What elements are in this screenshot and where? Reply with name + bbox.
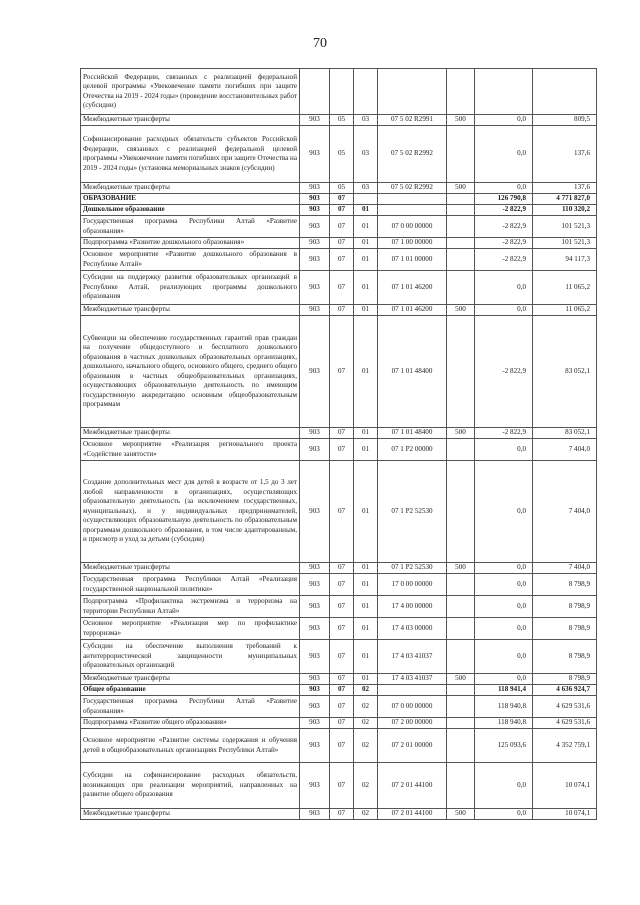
ministry-code-cell: 903 — [300, 618, 330, 640]
total-amount-cell: 4 636 924,7 — [533, 685, 597, 696]
subsection-code-cell: 01 — [354, 271, 378, 305]
target-article-cell: 17 4 03 00000 — [378, 618, 447, 640]
target-article-cell: 07 2 00 00000 — [378, 718, 447, 729]
change-amount-cell: 0,0 — [475, 618, 533, 640]
table-row — [81, 461, 597, 563]
expense-type-cell: 500 — [447, 305, 475, 316]
section-code-cell: 07 — [330, 216, 354, 238]
target-article-cell: 07 2 01 44100 — [378, 763, 447, 809]
subsection-code-cell: 03 — [354, 115, 378, 126]
change-amount-cell: 118 940,8 — [475, 718, 533, 729]
ministry-code-cell: 903 — [300, 674, 330, 685]
total-amount-cell: 101 521,3 — [533, 216, 597, 238]
ministry-code-cell: 903 — [300, 316, 330, 428]
total-amount-cell: 8 798,9 — [533, 674, 597, 685]
expense-type-cell — [447, 618, 475, 640]
section-code-cell: 07 — [330, 238, 354, 249]
ministry-code-cell: 903 — [300, 718, 330, 729]
table-row — [81, 763, 597, 809]
target-article-cell — [378, 685, 447, 696]
section-code-cell: 07 — [330, 574, 354, 596]
ministry-code-cell: 903 — [300, 574, 330, 596]
section-code-cell: 07 — [330, 596, 354, 618]
change-amount-cell — [475, 69, 533, 115]
row-name-cell: Субвенции на обеспечение государственных гарантий прав граждан на получение общедоступного и бесплатного дошкольного образования в частных дошкольных образовательных организациях, дошкольного, начального общего, основного общего, среднего общего образования в частных общеобразовательных организациях, осуществляющих образовательную деятельность по имеющим государственную аккредитацию основным общеобразовательным программам — [81, 316, 300, 428]
table-row — [81, 271, 597, 305]
section-code-cell: 07 — [330, 618, 354, 640]
target-article-cell: 07 1 01 00000 — [378, 249, 447, 271]
row-name-cell: Основное мероприятие «Развитие дошкольного образования в Республике Алтай» — [81, 249, 300, 271]
change-amount-cell: 0,0 — [475, 126, 533, 183]
change-amount-cell: -2 822,9 — [475, 216, 533, 238]
section-code-cell: 07 — [330, 316, 354, 428]
table-row — [81, 194, 597, 205]
total-amount-cell: 8 798,9 — [533, 574, 597, 596]
change-amount-cell: 0,0 — [475, 563, 533, 574]
expense-type-cell: 500 — [447, 563, 475, 574]
ministry-code-cell: 903 — [300, 763, 330, 809]
change-amount-cell: 0,0 — [475, 305, 533, 316]
change-amount-cell: -2 822,9 — [475, 428, 533, 439]
ministry-code-cell: 903 — [300, 563, 330, 574]
expense-type-cell: 500 — [447, 183, 475, 194]
expense-type-cell — [447, 238, 475, 249]
change-amount-cell: 0,0 — [475, 674, 533, 685]
row-name-cell: Подпрограмма «Развитие общего образования» — [81, 718, 300, 729]
change-amount-cell: 0,0 — [475, 574, 533, 596]
table-row — [81, 305, 597, 316]
row-name-cell: Субсидии на поддержку развития образовательных организаций в Республике Алтай, реализующих программы дошкольного образования — [81, 271, 300, 305]
target-article-cell: 07 1 01 48400 — [378, 428, 447, 439]
expense-type-cell: 500 — [447, 115, 475, 126]
row-name-cell: ОБРАЗОВАНИЕ — [81, 194, 300, 205]
subsection-code-cell — [354, 194, 378, 205]
section-code-cell: 07 — [330, 205, 354, 216]
ministry-code-cell: 903 — [300, 428, 330, 439]
total-amount-cell: 110 320,2 — [533, 205, 597, 216]
change-amount-cell: 0,0 — [475, 183, 533, 194]
ministry-code-cell: 903 — [300, 461, 330, 563]
section-code-cell: 07 — [330, 249, 354, 271]
subsection-code-cell: 02 — [354, 685, 378, 696]
total-amount-cell: 94 117,3 — [533, 249, 597, 271]
expense-type-cell — [447, 126, 475, 183]
row-name-cell: Государственная программа Республики Алтай «Развитие образования» — [81, 216, 300, 238]
section-code-cell: 07 — [330, 674, 354, 685]
total-amount-cell: 7 404,0 — [533, 563, 597, 574]
row-name-cell: Подпрограмма «Профилактика экстремизма и терроризма на территории Республики Алтай» — [81, 596, 300, 618]
subsection-code-cell: 01 — [354, 428, 378, 439]
table-row — [81, 596, 597, 618]
row-name-cell: Субсидии на обеспечение выполнения требований к антитеррористической защищенности муниципальных образовательных организаций — [81, 640, 300, 674]
total-amount-cell: 4 771 827,0 — [533, 194, 597, 205]
ministry-code-cell: 903 — [300, 729, 330, 763]
section-code-cell: 07 — [330, 685, 354, 696]
table-row — [81, 618, 597, 640]
subsection-code-cell: 01 — [354, 216, 378, 238]
table-row — [81, 238, 597, 249]
target-article-cell: 07 1 P2 52530 — [378, 563, 447, 574]
section-code-cell: 07 — [330, 439, 354, 461]
expense-type-cell — [447, 461, 475, 563]
subsection-code-cell: 01 — [354, 574, 378, 596]
expense-type-cell: 500 — [447, 809, 475, 820]
section-code-cell: 07 — [330, 271, 354, 305]
table-row — [81, 249, 597, 271]
section-code-cell: 07 — [330, 696, 354, 718]
change-amount-cell: 118 940,8 — [475, 696, 533, 718]
change-amount-cell: 125 093,6 — [475, 729, 533, 763]
subsection-code-cell: 02 — [354, 696, 378, 718]
row-name-cell: Межбюджетные трансферты — [81, 563, 300, 574]
target-article-cell: 07 0 00 00000 — [378, 216, 447, 238]
subsection-code-cell: 01 — [354, 238, 378, 249]
subsection-code-cell: 01 — [354, 316, 378, 428]
section-code-cell: 07 — [330, 461, 354, 563]
section-code-cell: 07 — [330, 428, 354, 439]
table-row — [81, 428, 597, 439]
subsection-code-cell: 03 — [354, 126, 378, 183]
expense-type-cell — [447, 439, 475, 461]
subsection-code-cell: 01 — [354, 439, 378, 461]
row-name-cell: Субсидии на софинансирование расходных обязательств, возникающих при реализации мероприятий, направленных на развитие общего образования — [81, 763, 300, 809]
expense-type-cell — [447, 69, 475, 115]
target-article-cell: 07 2 01 44100 — [378, 809, 447, 820]
section-code-cell: 07 — [330, 718, 354, 729]
ministry-code-cell: 903 — [300, 596, 330, 618]
section-code-cell: 07 — [330, 194, 354, 205]
expense-type-cell — [447, 271, 475, 305]
expense-type-cell — [447, 205, 475, 216]
expense-type-cell — [447, 596, 475, 618]
change-amount-cell: 0,0 — [475, 809, 533, 820]
subsection-code-cell: 02 — [354, 718, 378, 729]
table-row — [81, 216, 597, 238]
subsection-code-cell: 02 — [354, 763, 378, 809]
total-amount-cell: 10 074,1 — [533, 809, 597, 820]
table-body — [81, 69, 597, 820]
subsection-code-cell: 01 — [354, 205, 378, 216]
table-row — [81, 674, 597, 685]
row-name-cell: Подпрограмма «Развитие дошкольного образования» — [81, 238, 300, 249]
target-article-cell: 07 1 01 46200 — [378, 305, 447, 316]
expense-type-cell — [447, 729, 475, 763]
target-article-cell: 07 1 00 00000 — [378, 238, 447, 249]
total-amount-cell: 4 352 759,1 — [533, 729, 597, 763]
subsection-code-cell: 01 — [354, 596, 378, 618]
table-row — [81, 685, 597, 696]
row-name-cell: Основное мероприятие «Развитие системы содержания и обучения детей в общеобразовательных организациях Республики Алтай» — [81, 729, 300, 763]
ministry-code-cell: 903 — [300, 685, 330, 696]
table-row — [81, 718, 597, 729]
change-amount-cell: 126 790,8 — [475, 194, 533, 205]
total-amount-cell: 8 798,9 — [533, 640, 597, 674]
table-row — [81, 574, 597, 596]
total-amount-cell: 4 629 531,6 — [533, 718, 597, 729]
subsection-code-cell: 01 — [354, 563, 378, 574]
change-amount-cell: 118 941,4 — [475, 685, 533, 696]
change-amount-cell: -2 822,9 — [475, 205, 533, 216]
total-amount-cell — [533, 69, 597, 115]
budget-table — [80, 68, 597, 820]
section-code-cell: 07 — [330, 640, 354, 674]
table-row — [81, 696, 597, 718]
table-row — [81, 563, 597, 574]
page-number: 70 — [313, 36, 327, 51]
expense-type-cell — [447, 696, 475, 718]
target-article-cell: 17 4 03 41037 — [378, 640, 447, 674]
change-amount-cell: 0,0 — [475, 461, 533, 563]
section-code-cell: 05 — [330, 126, 354, 183]
change-amount-cell: 0,0 — [475, 439, 533, 461]
expense-type-cell — [447, 249, 475, 271]
ministry-code-cell: 903 — [300, 696, 330, 718]
ministry-code-cell: 903 — [300, 249, 330, 271]
subsection-code-cell: 01 — [354, 461, 378, 563]
row-name-cell: Российской Федерации, связанных с реализацией федеральной целевой программы «Увековечение памяти погибших при защите Отечества на 2019 - 2024 годы» (проведение восстановительных работ (субсидии) — [81, 69, 300, 115]
target-article-cell — [378, 194, 447, 205]
total-amount-cell: 11 065,2 — [533, 271, 597, 305]
expense-type-cell — [447, 763, 475, 809]
subsection-code-cell: 02 — [354, 729, 378, 763]
table-row — [81, 316, 597, 428]
row-name-cell: Государственная программа Республики Алтай «Развитие образования» — [81, 696, 300, 718]
expense-type-cell: 500 — [447, 674, 475, 685]
ministry-code-cell: 903 — [300, 439, 330, 461]
subsection-code-cell: 01 — [354, 640, 378, 674]
target-article-cell: 07 1 01 48400 — [378, 316, 447, 428]
total-amount-cell: 4 629 531,6 — [533, 696, 597, 718]
row-name-cell: Межбюджетные трансферты — [81, 674, 300, 685]
ministry-code-cell: 903 — [300, 183, 330, 194]
table-row — [81, 809, 597, 820]
ministry-code-cell: 903 — [300, 271, 330, 305]
change-amount-cell: -2 822,9 — [475, 249, 533, 271]
change-amount-cell: 0,0 — [475, 640, 533, 674]
total-amount-cell: 83 052,1 — [533, 428, 597, 439]
table-row — [81, 69, 597, 115]
target-article-cell: 07 5 02 R2991 — [378, 115, 447, 126]
section-code-cell: 07 — [330, 305, 354, 316]
total-amount-cell: 8 798,9 — [533, 618, 597, 640]
row-name-cell: Основное мероприятие «Реализация регионального проекта «Содействие занятости» — [81, 439, 300, 461]
total-amount-cell: 10 074,1 — [533, 763, 597, 809]
total-amount-cell: 83 052,1 — [533, 316, 597, 428]
total-amount-cell: 137,6 — [533, 126, 597, 183]
expense-type-cell — [447, 316, 475, 428]
section-code-cell — [330, 69, 354, 115]
subsection-code-cell: 01 — [354, 249, 378, 271]
target-article-cell: 07 0 00 00000 — [378, 696, 447, 718]
row-name-cell: Софинансирование расходных обязательств субъектов Российской Федерации, связанных с реализацией федеральной целевой программы «Увековечение памяти погибших при защите Отечества на 2019 - 2024 годы» (установка мемориальных знаков (субсидии) — [81, 126, 300, 183]
ministry-code-cell: 903 — [300, 126, 330, 183]
subsection-code-cell: 01 — [354, 674, 378, 685]
section-code-cell: 07 — [330, 563, 354, 574]
subsection-code-cell — [354, 69, 378, 115]
total-amount-cell: 809,5 — [533, 115, 597, 126]
target-article-cell — [378, 69, 447, 115]
row-name-cell: Межбюджетные трансферты — [81, 305, 300, 316]
target-article-cell: 07 1 01 46200 — [378, 271, 447, 305]
ministry-code-cell — [300, 69, 330, 115]
row-name-cell: Государственная программа Республики Алтай «Реализация государственной национальной политики» — [81, 574, 300, 596]
row-name-cell: Создание дополнительных мест для детей в возрасте от 1,5 до 3 лет любой направленности в организациях, осуществляющих образовательную деятельность (за исключением государственных, муниципальных), и у индивидуальных предпринимателей, осуществляющих образовательную деятельность по образовательным программам дошкольного образования, в том числе адаптированным, и присмотр и уход за детьми (субсидии) — [81, 461, 300, 563]
total-amount-cell: 7 404,0 — [533, 439, 597, 461]
ministry-code-cell: 903 — [300, 305, 330, 316]
ministry-code-cell: 903 — [300, 115, 330, 126]
section-code-cell: 05 — [330, 115, 354, 126]
ministry-code-cell: 903 — [300, 194, 330, 205]
table-row — [81, 729, 597, 763]
table-row — [81, 126, 597, 183]
subsection-code-cell: 01 — [354, 618, 378, 640]
row-name-cell: Дошкольное образование — [81, 205, 300, 216]
total-amount-cell: 101 521,3 — [533, 238, 597, 249]
target-article-cell: 07 1 P2 00000 — [378, 439, 447, 461]
change-amount-cell: 0,0 — [475, 115, 533, 126]
target-article-cell — [378, 205, 447, 216]
expense-type-cell — [447, 640, 475, 674]
row-name-cell: Межбюджетные трансферты — [81, 428, 300, 439]
row-name-cell: Межбюджетные трансферты — [81, 183, 300, 194]
expense-type-cell: 500 — [447, 428, 475, 439]
table-row — [81, 439, 597, 461]
change-amount-cell: -2 822,9 — [475, 238, 533, 249]
expense-type-cell — [447, 718, 475, 729]
ministry-code-cell: 903 — [300, 640, 330, 674]
change-amount-cell: -2 822,9 — [475, 316, 533, 428]
subsection-code-cell: 03 — [354, 183, 378, 194]
table-row — [81, 115, 597, 126]
total-amount-cell: 11 065,2 — [533, 305, 597, 316]
row-name-cell: Основное мероприятие «Реализация мер по профилактике терроризма» — [81, 618, 300, 640]
total-amount-cell: 7 404,0 — [533, 461, 597, 563]
change-amount-cell: 0,0 — [475, 271, 533, 305]
row-name-cell: Межбюджетные трансферты — [81, 115, 300, 126]
change-amount-cell: 0,0 — [475, 763, 533, 809]
total-amount-cell: 8 798,9 — [533, 596, 597, 618]
target-article-cell: 17 0 00 00000 — [378, 574, 447, 596]
table-row — [81, 205, 597, 216]
subsection-code-cell: 02 — [354, 809, 378, 820]
row-name-cell: Общее образование — [81, 685, 300, 696]
section-code-cell: 07 — [330, 763, 354, 809]
total-amount-cell: 137,6 — [533, 183, 597, 194]
target-article-cell: 07 5 02 R2992 — [378, 183, 447, 194]
target-article-cell: 07 2 01 00000 — [378, 729, 447, 763]
section-code-cell: 07 — [330, 809, 354, 820]
section-code-cell: 05 — [330, 183, 354, 194]
target-article-cell: 07 5 02 R2992 — [378, 126, 447, 183]
ministry-code-cell: 903 — [300, 216, 330, 238]
target-article-cell: 07 1 P2 52530 — [378, 461, 447, 563]
ministry-code-cell: 903 — [300, 238, 330, 249]
ministry-code-cell: 903 — [300, 205, 330, 216]
expense-type-cell — [447, 574, 475, 596]
subsection-code-cell: 01 — [354, 305, 378, 316]
expense-type-cell — [447, 685, 475, 696]
change-amount-cell: 0,0 — [475, 596, 533, 618]
row-name-cell: Межбюджетные трансферты — [81, 809, 300, 820]
expense-type-cell — [447, 194, 475, 205]
ministry-code-cell: 903 — [300, 809, 330, 820]
expense-type-cell — [447, 216, 475, 238]
section-code-cell: 07 — [330, 729, 354, 763]
target-article-cell: 17 4 00 00000 — [378, 596, 447, 618]
table-row — [81, 183, 597, 194]
target-article-cell: 17 4 03 41037 — [378, 674, 447, 685]
table-row — [81, 640, 597, 674]
